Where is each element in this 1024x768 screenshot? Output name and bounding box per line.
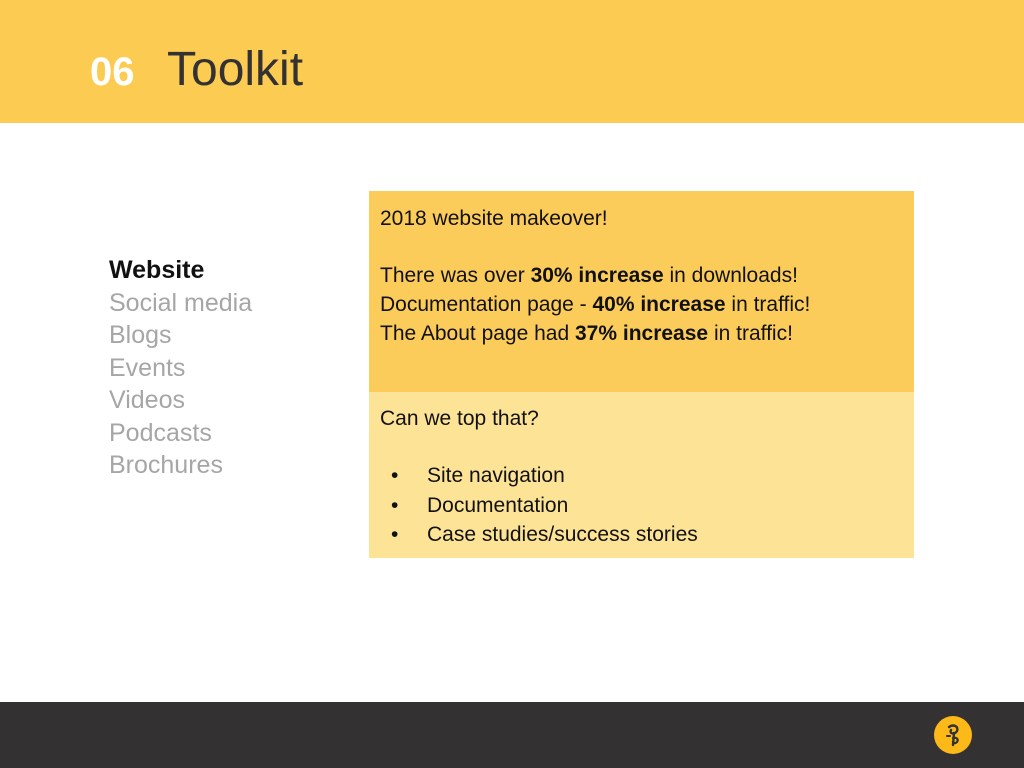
topic-item-blogs: Blogs	[109, 321, 172, 349]
highlight-box	[369, 191, 914, 392]
list-item-label: Case studies/success stories	[427, 523, 698, 546]
stat-text-after: in traffic!	[725, 293, 811, 316]
topic-item-videos: Videos	[109, 386, 185, 414]
stat-text-before: The About page had	[380, 322, 575, 345]
header-band	[0, 0, 1024, 123]
topic-list	[109, 254, 252, 482]
topic-item-events: Events	[109, 353, 186, 382]
list-item	[391, 491, 698, 521]
topic-item-website: Website	[109, 256, 205, 284]
stat-line	[380, 290, 810, 319]
stat-text-after: in traffic!	[708, 322, 793, 345]
topic-item-brochures: Brochures	[109, 451, 223, 479]
bullet-icon: •	[391, 523, 399, 546]
slide-title: Toolkit	[167, 43, 304, 96]
stat-line	[380, 261, 810, 290]
stat-value: 40% increase	[592, 293, 726, 316]
brand-logo-icon	[934, 716, 972, 754]
stat-value: 30% increase	[530, 264, 664, 287]
highlight-stats	[380, 261, 810, 348]
brand-logo-glyph	[934, 716, 972, 754]
stat-value: 37% increase	[575, 322, 709, 345]
stat-text-before: There was over	[380, 264, 531, 287]
section-number: 06	[90, 50, 135, 94]
stat-line	[380, 319, 810, 348]
stat-text-before: Documentation page -	[380, 293, 593, 316]
list-item	[391, 520, 698, 550]
bullet-icon: •	[391, 493, 399, 517]
next-steps-question: Can we top that?	[380, 407, 539, 430]
topic-item-podcasts: Podcasts	[109, 418, 212, 447]
stat-text-after: in downloads!	[663, 264, 798, 287]
list-item-label: Site navigation	[427, 464, 565, 487]
highlight-headline: 2018 website makeover!	[380, 207, 608, 230]
topic-item-social-media: Social media	[109, 288, 253, 317]
next-steps-box	[369, 392, 914, 558]
footer-band	[0, 702, 1024, 768]
bullet-icon: •	[391, 464, 399, 487]
list-item	[391, 461, 698, 491]
next-steps-list	[391, 461, 698, 550]
list-item-label: Documentation	[427, 493, 569, 517]
